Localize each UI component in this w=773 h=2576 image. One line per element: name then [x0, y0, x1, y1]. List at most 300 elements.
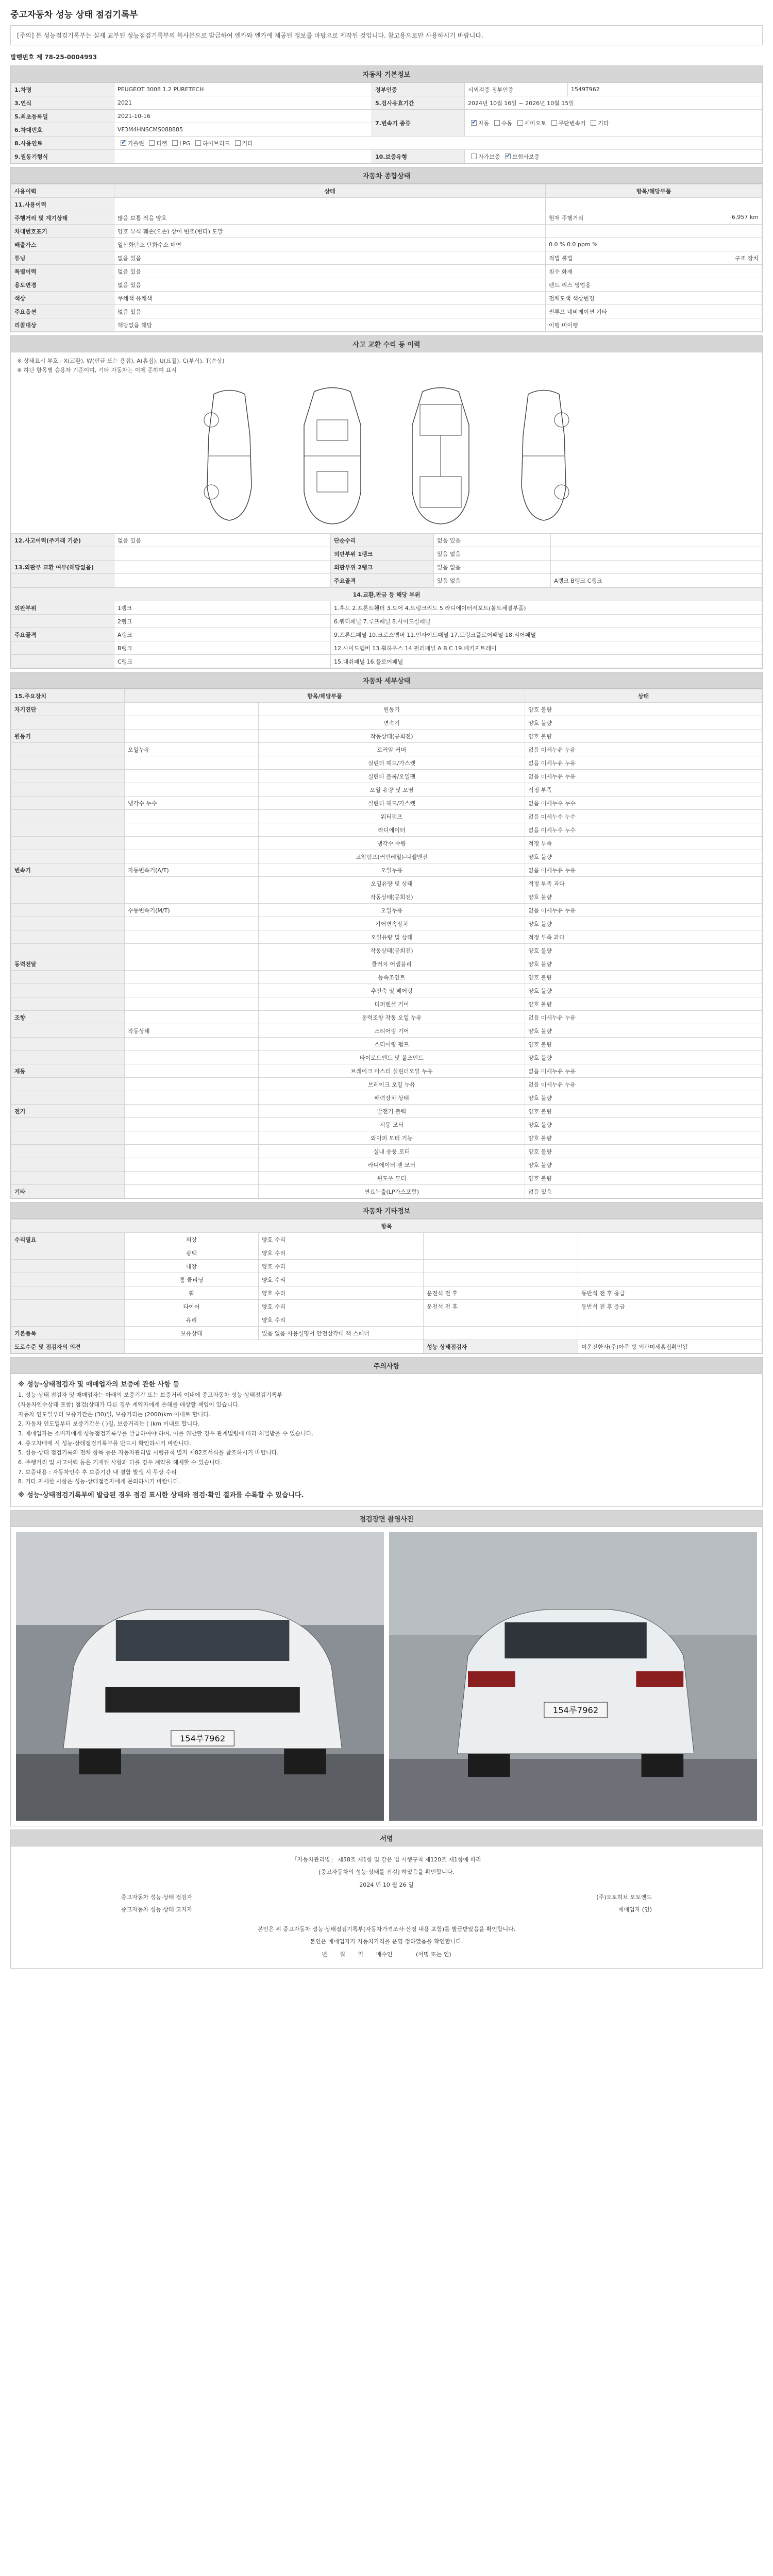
row-state: 적정 부족: [525, 837, 762, 850]
col-header: 항목/해당부품: [546, 184, 762, 198]
table-row: [11, 1078, 762, 1091]
notes-section: [10, 1357, 763, 1507]
table-row: [11, 534, 762, 547]
note-text: 0.0 % 0.0 ppm %: [549, 241, 598, 248]
table-row: [11, 810, 762, 823]
row-group: 수리필요: [11, 1233, 125, 1246]
row-item: 등속조인트: [259, 971, 525, 984]
table-row: [11, 971, 762, 984]
sign-text: 「자동차관리법」 제58조 제1항 및 같은 법 시행규칙 제120조 제1항에 따라: [291, 1856, 482, 1863]
row-group: [11, 716, 125, 730]
checkbox: [471, 120, 477, 126]
row-subgroup: [125, 783, 259, 796]
sign-text: 본인은 매매업자가 자동차가격을 운영 정하였음을 확인합니다.: [310, 1938, 463, 1945]
detail-section: [10, 672, 763, 1199]
row-group: [11, 1286, 125, 1300]
row-group: [11, 1273, 125, 1286]
row-group: [11, 984, 125, 997]
row-group: [11, 971, 125, 984]
row-rank: 2랭크: [114, 615, 331, 628]
overall-rows: [11, 198, 762, 332]
row-item: 스티어링 기어: [259, 1024, 525, 1038]
row-group: [11, 1051, 125, 1064]
row-group: [11, 1300, 125, 1313]
row-item: 오일누유: [259, 904, 525, 917]
warranty-options: 자가보증 ✔ 보험사보증: [465, 150, 762, 163]
table-row: [11, 561, 762, 574]
row-items: 6.쿼터패널 7.루프패널 8.사이드실패널: [331, 615, 762, 628]
col-header: 사용이력: [11, 184, 114, 198]
signer-name: (주)오토허브 오토앤드: [596, 1893, 652, 1901]
section-header: 서명: [11, 1830, 762, 1846]
row-state: 양호 불량: [525, 1091, 762, 1105]
row-extra: [578, 1246, 762, 1260]
row-state: 양호 불량: [525, 890, 762, 904]
row-item: 실린더 헤드/가스켓: [259, 796, 525, 810]
row-subgroup: 자동변속기(A/T): [125, 863, 259, 877]
row-value: [114, 561, 331, 574]
row-subgroup: [125, 957, 259, 971]
row-item: 실내 송풍 모터: [259, 1145, 525, 1158]
table-row: [11, 1145, 762, 1158]
etc-section: [10, 1202, 763, 1354]
row-label: 8.사용연료: [11, 137, 114, 150]
sign-body: [11, 1846, 762, 1968]
table-row: [11, 265, 762, 278]
row-subgroup: [125, 823, 259, 837]
row-value: [114, 547, 331, 561]
row-label: 12.사고이력(주거래 기준): [11, 534, 114, 547]
table-row: [11, 930, 762, 944]
row-subgroup: [125, 703, 259, 716]
row-group: 원동기: [11, 730, 125, 743]
row-label: 3.연식: [11, 96, 114, 110]
row-value: 1549T962: [568, 83, 762, 96]
row-extra: [424, 1233, 578, 1246]
row-subgroup: [125, 890, 259, 904]
row-state: 양호 수리: [259, 1233, 424, 1246]
row-group: 변속기: [11, 863, 125, 877]
section-header: 자동차 기본정보: [11, 66, 762, 82]
row-item: 냉각수 수량: [259, 837, 525, 850]
table-row: [11, 655, 762, 668]
row-label: 외판부위 2랭크: [331, 561, 434, 574]
row-subgroup: [125, 1038, 259, 1051]
row-item: 작동상태(공회전): [259, 944, 525, 957]
row-items: 15.대쉬패널 16.플로어패널: [331, 655, 762, 668]
row-item: 오일누유: [259, 863, 525, 877]
row-note: [546, 318, 762, 332]
table-row: [11, 1011, 762, 1024]
row-state: 있음 없음 사용설명서 안전삼각대 잭 스패너: [259, 1327, 424, 1340]
row-subgroup: [125, 716, 259, 730]
row-state: 양호 불량: [525, 730, 762, 743]
table-row: [11, 1233, 762, 1246]
notes-line: 2. 자동차 인도일부터 보증기간은 ( )일, 보증거리는 ( )km 이내로 합니다.: [18, 1420, 200, 1428]
row-label: 용도변경: [11, 278, 114, 292]
row-group: [11, 1145, 125, 1158]
note-text: 썬루프 네비게이션 기타: [549, 308, 608, 315]
page-title: 중고자동차 성능 상태 점검기록부: [10, 10, 138, 20]
basic-info-table: [11, 82, 762, 163]
row-note: [546, 238, 762, 251]
row-value: 있음 없음: [434, 574, 551, 587]
row-item: 발전기 출력: [259, 1105, 525, 1118]
row-group: [11, 1118, 125, 1131]
checkbox: [235, 140, 241, 146]
row-subgroup: [125, 1064, 259, 1078]
row-subgroup: [125, 984, 259, 997]
row-extra: [578, 1260, 762, 1273]
row-rank: 1랭크: [114, 601, 331, 615]
row-extra: [578, 1327, 762, 1340]
row-group: [11, 743, 125, 756]
row-state: 무채색 유채색: [114, 292, 546, 305]
row-value: [114, 150, 372, 163]
table-row: [11, 1091, 762, 1105]
table-row: [11, 278, 762, 292]
row-items: 9.프론트패널 10.크로스멤버 11.인사이드패널 17.트렁크플로어패널 18.리어패널: [331, 628, 762, 641]
row-extra: [578, 1233, 762, 1246]
row-state: 양호 불량: [525, 944, 762, 957]
row-item: 브레이크 오일 누유: [259, 1078, 525, 1091]
row-subgroup: [125, 1158, 259, 1172]
signer-role: 중고자동차 성능·상태 고지자: [121, 1906, 193, 1913]
checkbox: [551, 120, 557, 126]
table-row: [11, 837, 762, 850]
row-item: 브레이크 마스터 실린더오일 누유: [259, 1064, 525, 1078]
row-extra: [424, 1260, 578, 1273]
row-extra: [578, 1313, 762, 1327]
row-group: [11, 756, 125, 770]
table-row: [11, 890, 762, 904]
checkbox: [591, 120, 596, 126]
row-value: 없음 있음: [434, 534, 551, 547]
table-row: [11, 198, 762, 211]
table-row: [11, 1246, 762, 1260]
row-value: [125, 1340, 424, 1353]
row-state: 양호 불량: [525, 716, 762, 730]
car-rear-image: [389, 1532, 757, 1821]
parts-table: [11, 587, 762, 668]
row-item: 작동상태(공회전): [259, 730, 525, 743]
row-label: 주행거리 및 계기상태: [11, 211, 114, 225]
row-label: 13.외판부 교환 여부(해당없음): [11, 561, 114, 574]
row-state: 양호 불량: [525, 917, 762, 930]
row-item: 고압펌프(커먼레일)-디젤엔진: [259, 850, 525, 863]
row-item: 추진축 및 베어링: [259, 984, 525, 997]
row-item: 휠: [125, 1286, 259, 1300]
row-extra: 동반석 전 후 응급: [578, 1300, 762, 1313]
table-row: [11, 1313, 762, 1327]
row-label: 5.최초등록일: [11, 110, 114, 123]
table-row: [11, 944, 762, 957]
row-value: 있음 없음: [434, 547, 551, 561]
row-note: [546, 265, 762, 278]
row-group: [11, 1246, 125, 1260]
row-item: 클러치 어셈블리: [259, 957, 525, 971]
row-note: [546, 251, 762, 265]
row-value: [551, 534, 762, 547]
row-item: 오일유량 및 상태: [259, 930, 525, 944]
row-label: 도로수준 및 점검자의 의견: [11, 1340, 125, 1353]
row-value: 2021: [114, 96, 372, 110]
etc-table: [11, 1219, 762, 1353]
row-state: 양호 불량: [525, 850, 762, 863]
row-state: 양호 수리: [259, 1273, 424, 1286]
row-subgroup: [125, 1185, 259, 1198]
row-state: 양호 수리: [259, 1246, 424, 1260]
row-note: [546, 278, 762, 292]
row-state: 없음 미세누유 누유: [525, 863, 762, 877]
row-state: 해당없음 해당: [114, 318, 546, 332]
row-label: 배출가스: [11, 238, 114, 251]
row-subgroup: [125, 1051, 259, 1064]
row-value: 미운전한자(주)아주 방 외관미세흠집확인됨: [578, 1340, 762, 1353]
table-row: [11, 997, 762, 1011]
row-subgroup: [125, 1091, 259, 1105]
row-label: 특별이력: [11, 265, 114, 278]
row-label: 단순수리: [331, 534, 434, 547]
row-subgroup: [125, 1011, 259, 1024]
note-text: 침수 화재: [549, 268, 573, 275]
row-state: 양호 불량: [525, 984, 762, 997]
row-label: 차대번호표기: [11, 225, 114, 238]
car-front-image: [16, 1532, 384, 1821]
row-state: 없음 있음: [114, 251, 546, 265]
row-state: 양호 불량: [525, 1105, 762, 1118]
row-items: 12.사이드멤버 13.휠하우스 14.필러패널 A B C 19.패키지트레이: [331, 641, 762, 655]
col-header: 상태: [525, 689, 762, 703]
row-item: 오일 유량 및 오염: [259, 783, 525, 796]
table-row: [11, 1286, 762, 1300]
table-row: [11, 305, 762, 318]
accident-section: [10, 335, 763, 669]
row-label: 7.변속기 종류: [372, 110, 465, 137]
row-state: 양호 부식 훼손(오손) 상이 변조(변타) 도말: [114, 225, 546, 238]
signer-row: [18, 1904, 755, 1916]
row-subgroup: [125, 944, 259, 957]
table-row: [11, 1064, 762, 1078]
row-state: 없음 미세누수 누수: [525, 796, 762, 810]
detail-table: [11, 689, 762, 1198]
row-group: 기타: [11, 1185, 125, 1198]
row-group: [11, 1078, 125, 1091]
row-value: 있음 없음: [434, 561, 551, 574]
photos-section: [10, 1510, 763, 1826]
row-rank: B랭크: [114, 641, 331, 655]
row-state: 없음 있음: [114, 278, 546, 292]
notes-line: 1. 성능·상태 점검자 및 매매업자는 아래의 보증기간 또는 보증거리 이내에 중고자동차 성능·상태점검기록부: [18, 1392, 282, 1399]
section-header: 주의사항: [11, 1358, 762, 1374]
row-subgroup: [125, 770, 259, 783]
row-note: [546, 211, 762, 225]
checkbox: [121, 140, 126, 146]
table-row: [11, 641, 762, 655]
table-row: [11, 1038, 762, 1051]
row-state: 양호 불량: [525, 971, 762, 984]
table-row: [11, 225, 762, 238]
notes-line: 자동차 인도일부터 보증기간은 (30)일, 보증거리는 (2000)km 이내로 합니다.: [18, 1411, 211, 1418]
car-diagram: [11, 379, 762, 533]
table-row: [11, 1172, 762, 1185]
row-group: [11, 877, 125, 890]
notes-line: 6. 주행거리 및 사고이력 등은 기재된 사항과 다를 경우 계약을 해제할 수 있습니다.: [18, 1459, 222, 1466]
parts-title: 14.교환,판금 등 해당 부위: [11, 588, 762, 601]
checkbox: [149, 140, 155, 146]
checkbox: [494, 120, 500, 126]
checkbox: [517, 120, 523, 126]
row-extra: 운전석 전 후: [424, 1300, 578, 1313]
table-row: [11, 238, 762, 251]
sign-date: 2024 년 10 월 26 일: [359, 1881, 414, 1888]
row-note: [546, 198, 762, 211]
row-label: 정부인증: [372, 83, 465, 96]
row-group: 자기진단: [11, 703, 125, 716]
row-label: [11, 547, 114, 561]
row-subgroup: 오일누유: [125, 743, 259, 756]
row-subgroup: [125, 756, 259, 770]
row-subgroup: 작동상태: [125, 1024, 259, 1038]
table-row: [11, 1158, 762, 1172]
row-state: 없음 미세누유 누유: [525, 756, 762, 770]
row-item: 윈도우 모터: [259, 1172, 525, 1185]
detail-rows: [11, 703, 762, 1198]
table-row: [11, 1024, 762, 1038]
section-header: 자동차 기타정보: [11, 1202, 762, 1219]
row-state: 적정 부족 과다: [525, 930, 762, 944]
row-state: 양호 불량: [525, 703, 762, 716]
row-item: 실린더 블록/오일팬: [259, 770, 525, 783]
section-header: 자동차 종합상태: [11, 167, 762, 184]
row-note: [546, 292, 762, 305]
table-row: [11, 770, 762, 783]
row-item: 변속기: [259, 716, 525, 730]
table-row: [11, 743, 762, 756]
row-item: 내장: [125, 1260, 259, 1273]
rear-photo: [389, 1532, 757, 1821]
section-header: 자동차 세부상태: [11, 672, 762, 689]
row-note: [546, 305, 762, 318]
row-item: 타이어: [125, 1300, 259, 1313]
row-value: [551, 561, 762, 574]
col-header: 항목: [11, 1219, 762, 1233]
row-group: [11, 1024, 125, 1038]
notes-emph: ※ 성능·상태점검기록부에 발급된 경우 점검 표시한 상태와 점검·확인 결과를 수록할 수 있습니다.: [18, 1492, 304, 1500]
row-extra: [578, 1273, 762, 1286]
row-group: [11, 1158, 125, 1172]
table-row: [11, 211, 762, 225]
plate-text: 154루7962: [179, 1734, 226, 1744]
notes-lines: [18, 1391, 755, 1487]
notes-head: ※ 성능·상태점검자 및 매매업자의 보증에 관한 사항 등: [18, 1381, 179, 1389]
row-value: 시외검증 정부인증: [465, 83, 568, 96]
col-header: 15.주요장치: [11, 689, 125, 703]
table-row: [11, 850, 762, 863]
signer-row: [18, 1891, 755, 1904]
checkbox: [471, 154, 477, 159]
basic-info-section: [10, 65, 763, 164]
photo-row: [11, 1527, 762, 1826]
row-value: 없음 있음: [114, 534, 331, 547]
row-group: [11, 1038, 125, 1051]
table-row: [11, 251, 762, 265]
row-state: 양호 불량: [525, 997, 762, 1011]
row-item: 라디에이터: [259, 823, 525, 837]
row-group: [11, 810, 125, 823]
row-state: [114, 198, 546, 211]
row-subgroup: [125, 997, 259, 1011]
sign-text: [중고자동차의 성능·상태를 점검] 하였음을 확인합니다.: [318, 1869, 455, 1876]
row-group: [11, 837, 125, 850]
row-label: [11, 641, 114, 655]
front-photo: [16, 1532, 384, 1821]
row-subgroup: [125, 971, 259, 984]
row-state: 없음 있음: [114, 265, 546, 278]
checkbox: [195, 140, 201, 146]
row-item: 유리: [125, 1313, 259, 1327]
row-item: 기어변속장치: [259, 917, 525, 930]
table-row: [11, 547, 762, 561]
row-state: 양호 불량: [525, 1145, 762, 1158]
row-item: 원동기: [259, 703, 525, 716]
row-group: [11, 1131, 125, 1145]
notes-line: 7. 보증내용 : 자동차인수 후 보증기간 내 결함 발생 시 무상 수리: [18, 1468, 177, 1476]
row-label: 주요옵션: [11, 305, 114, 318]
row-item: 작동상태(공회전): [259, 890, 525, 904]
row-item: 와이퍼 모터 기능: [259, 1131, 525, 1145]
table-row: [11, 904, 762, 917]
car-side-left-diagram: [191, 384, 268, 528]
notes-line: 5. 성능·상태 점검기록의 전체 항목 등은 자동차관리법 시행규칙 별지 제82호서식을 참조하시기 바랍니다.: [18, 1449, 279, 1456]
note-text: 전체도색 색상변경: [549, 295, 595, 302]
row-group: [11, 890, 125, 904]
legend-line: ※ 상태표시 부호 : X(교환), W(판금 또는 용접), A(흠집), U(요철), C(부식), T(손상): [17, 358, 225, 364]
row-item: 동력조향 작동 오일 누유: [259, 1011, 525, 1024]
row-group: [11, 917, 125, 930]
row-subgroup: [125, 1105, 259, 1118]
row-state: 많음 보통 적음 양호: [114, 211, 546, 225]
table-row: [11, 1051, 762, 1064]
accident-table: [11, 533, 762, 587]
row-subgroup: [125, 877, 259, 890]
col-header: 항목/해당부품: [125, 689, 525, 703]
row-group: 동력전달: [11, 957, 125, 971]
buyer-sign-line: 년 월 일 매수인 (서명 또는 인): [322, 1951, 451, 1958]
table-row: [11, 957, 762, 971]
note-text: 현재 주행거리: [549, 214, 584, 222]
fuel-options: ✔ 가솔린 디젤 LPG 하이브리드 기타: [114, 137, 762, 150]
row-label: 5.검사유효기간: [372, 96, 465, 110]
table-row: [11, 823, 762, 837]
row-extra: [424, 1313, 578, 1327]
row-item: 로커암 커버: [259, 743, 525, 756]
row-state: 없음 미세누유 누유: [525, 1011, 762, 1024]
legend-line: ※ 하단 항목별 승용차 기준이며, 기타 자동차는 이에 준하여 표시: [17, 366, 177, 374]
sign-text: 본인은 위 중고자동차 성능·상태점검기록부(자동차가격조사·산정 내용 포함)를 발급받았음을 확인합니다.: [257, 1926, 516, 1933]
row-state: 없음 미세누유 누유: [525, 1064, 762, 1078]
row-group: [11, 796, 125, 810]
row-state: 적정 부족 과다: [525, 877, 762, 890]
row-value: 2021-10-16: [114, 110, 372, 123]
signer-name: 매매업자 (인): [618, 1906, 652, 1913]
row-label: 외판부위: [11, 601, 114, 615]
table-row: [11, 730, 762, 743]
signer-role: 중고자동차 성능·상태 점검자: [121, 1893, 193, 1901]
row-subgroup: [125, 837, 259, 850]
row-item: 실린더 헤드/가스켓: [259, 756, 525, 770]
row-extra: [424, 1273, 578, 1286]
